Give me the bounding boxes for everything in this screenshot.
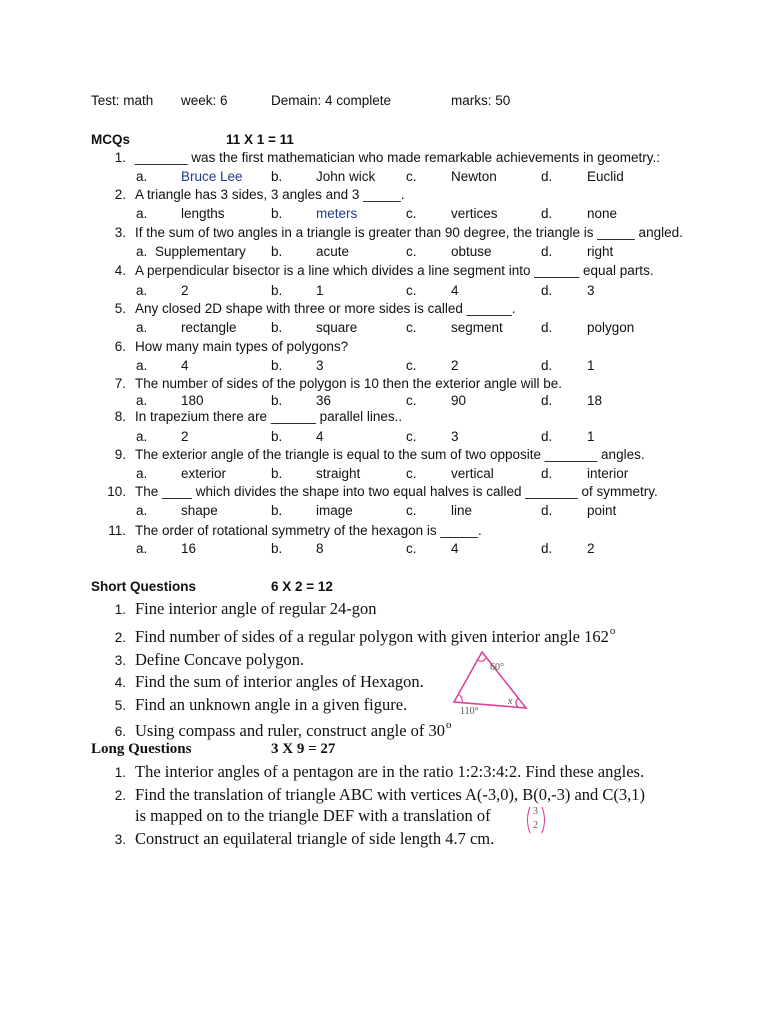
header-week: week: 6: [181, 93, 228, 108]
option-letter-d: d.: [541, 320, 553, 335]
option-letter-b: b.: [271, 244, 283, 259]
degree-superscript: o: [609, 625, 616, 637]
option-letter-c: c.: [406, 466, 417, 481]
option-letter-b: b.: [271, 206, 283, 221]
bottom-angle-label: 110°: [460, 706, 479, 716]
option-b: 3: [316, 358, 324, 373]
option-letter-b: b.: [271, 541, 283, 556]
short-question: [135, 599, 376, 619]
option-b: 8: [316, 541, 324, 556]
mcq-number: 3.: [114, 225, 126, 240]
mcq-title: MCQs: [91, 132, 131, 147]
long-number: 1.: [114, 765, 126, 780]
long-score: 3 X 9 = 27: [271, 741, 336, 757]
option-letter-a: a.: [136, 503, 148, 518]
option-d: interior: [587, 466, 629, 481]
option-letter-c: c.: [406, 283, 417, 298]
vector-top: 3: [533, 806, 538, 817]
option-d: polygon: [587, 320, 635, 335]
option-c: vertices: [451, 206, 498, 221]
short-number: 6.: [114, 724, 126, 739]
triangle-shape: [454, 652, 526, 708]
short-question: [135, 650, 304, 670]
mcq-question: _______ was the first mathematician who made remarkable achievements in geometry.:: [135, 150, 661, 165]
option-c: 4: [451, 283, 459, 298]
option-letter-a: a.: [136, 244, 148, 259]
option-a: 2: [181, 429, 189, 444]
mcq-question: How many main types of polygons?: [135, 339, 349, 354]
short-question-text: Find the sum of interior angles of Hexagon.: [135, 672, 424, 691]
option-d: none: [587, 206, 618, 221]
short-number: 5.: [114, 698, 126, 713]
short-number: 2.: [114, 630, 126, 645]
option-a: 180: [181, 393, 204, 408]
option-letter-c: c.: [406, 541, 417, 556]
option-letter-c: c.: [406, 393, 417, 408]
option-a: Supplementary: [155, 244, 246, 259]
option-letter-c: c.: [406, 169, 417, 184]
option-d: Euclid: [587, 169, 624, 184]
option-letter-b: b.: [271, 429, 283, 444]
mcq-number: 9.: [114, 447, 126, 462]
long-question: The interior angles of a pentagon are in the ratio 1:2:3:4:2. Find these angles.: [135, 762, 645, 781]
triangle-figure: [448, 648, 532, 716]
option-b: square: [316, 320, 358, 335]
option-letter-b: b.: [271, 503, 283, 518]
mcq-question: The order of rotational symmetry of the hexagon is _____.: [135, 523, 482, 538]
option-letter-a: a.: [136, 320, 148, 335]
option-letter-c: c.: [406, 358, 417, 373]
option-letter-c: c.: [406, 206, 417, 221]
option-c: obtuse: [451, 244, 492, 259]
mcq-question: The ____ which divides the shape into two equal halves is called _______ of symmetry.: [135, 484, 658, 499]
option-letter-b: b.: [271, 393, 283, 408]
short-question-text: Fine interior angle of regular 24-gon: [135, 599, 377, 618]
option-letter-d: d.: [541, 429, 553, 444]
option-letter-a: a.: [136, 169, 148, 184]
option-c: Newton: [451, 169, 497, 184]
long-number: 3.: [114, 832, 126, 847]
short-question: [135, 627, 615, 647]
option-letter-a: a.: [136, 358, 148, 373]
header-marks: marks: 50: [451, 93, 511, 108]
option-a: 4: [181, 358, 189, 373]
option-letter-b: b.: [271, 358, 283, 373]
option-letter-c: c.: [406, 320, 417, 335]
option-d: right: [587, 244, 614, 259]
option-a: Bruce Lee: [181, 169, 243, 184]
option-c: segment: [451, 320, 503, 335]
option-a: lengths: [181, 206, 225, 221]
option-d: 2: [587, 541, 595, 556]
long-title: Long Questions: [91, 741, 192, 757]
option-b: straight: [316, 466, 361, 481]
mcq-number: 6.: [114, 339, 126, 354]
option-letter-c: c.: [406, 503, 417, 518]
long-question-continued: is mapped on to the triangle DEF with a translation of: [135, 806, 491, 825]
header-domain: Demain: 4 complete: [271, 93, 392, 108]
option-letter-c: c.: [406, 244, 417, 259]
short-question-text: Find number of sides of a regular polygon with given interior angle 162: [135, 627, 609, 646]
option-letter-a: a.: [136, 429, 148, 444]
short-number: 3.: [114, 653, 126, 668]
mcq-number: 11.: [108, 523, 126, 538]
option-letter-d: d.: [541, 244, 553, 259]
long-question: Construct an equilateral triangle of side length 4.7 cm.: [135, 829, 495, 848]
short-question-text: Using compass and ruler, construct angle of 30: [135, 721, 446, 740]
option-d: 18: [587, 393, 603, 408]
short-question: [135, 721, 452, 741]
option-d: 1: [587, 358, 595, 373]
option-letter-b: b.: [271, 169, 283, 184]
option-b: 1: [316, 283, 324, 298]
option-b: meters: [316, 206, 358, 221]
mcq-number: 10.: [107, 484, 126, 499]
option-a: 2: [181, 283, 189, 298]
option-letter-d: d.: [541, 466, 553, 481]
option-a: shape: [181, 503, 218, 518]
option-b: 4: [316, 429, 324, 444]
option-c: 2: [451, 358, 459, 373]
option-letter-d: d.: [541, 283, 553, 298]
top-angle-label: 60°: [490, 662, 504, 673]
short-title: Short Questions: [91, 579, 197, 594]
option-a: rectangle: [181, 320, 237, 335]
option-letter-a: a.: [136, 283, 148, 298]
short-question: [135, 672, 424, 692]
vector-bottom: 2: [533, 820, 538, 831]
option-c: 90: [451, 393, 467, 408]
option-letter-b: b.: [271, 320, 283, 335]
option-b: 36: [316, 393, 332, 408]
unknown-angle-arc: [516, 698, 518, 707]
mcq-score: 11 X 1 = 11: [226, 132, 294, 147]
long-question: Find the translation of triangle ABC with vertices A(-3,0), B(0,-3) and C(3,1): [135, 785, 646, 804]
option-a: exterior: [181, 466, 227, 481]
mcq-number: 8.: [114, 409, 126, 424]
short-question-text: Define Concave polygon.: [135, 650, 305, 669]
long-number: 2.: [114, 788, 126, 803]
short-number: 1.: [114, 602, 126, 617]
option-letter-d: d.: [541, 206, 553, 221]
mcq-question: A triangle has 3 sides, 3 angles and 3 _____.: [135, 187, 405, 202]
option-letter-d: d.: [541, 503, 553, 518]
mcq-question: A perpendicular bisector is a line which divides a line segment into ______ equal parts.: [135, 263, 654, 278]
option-letter-d: d.: [541, 393, 553, 408]
option-b: acute: [316, 244, 350, 259]
mcq-number: 7.: [114, 376, 126, 391]
option-letter-a: a.: [136, 393, 148, 408]
option-c: 3: [451, 429, 459, 444]
option-letter-b: b.: [271, 466, 283, 481]
option-letter-a: a.: [136, 466, 148, 481]
mcq-question: The number of sides of the polygon is 10 then the exterior angle will be.: [135, 376, 563, 391]
mcq-question: If the sum of two angles in a triangle is greater than 90 degree, the triangle is _____ angled.: [135, 225, 683, 240]
mcq-number: 5.: [114, 301, 126, 316]
mcq-number: 4.: [114, 263, 126, 278]
mcq-question: The exterior angle of the triangle is equal to the sum of two opposite _______ angles.: [135, 447, 645, 462]
option-d: 3: [587, 283, 595, 298]
mcq-question: In trapezium there are ______ parallel lines..: [135, 409, 403, 424]
option-b: image: [316, 503, 353, 518]
option-d: point: [587, 503, 617, 518]
short-question-text: Find an unknown angle in a given figure.: [135, 695, 408, 714]
option-c: 4: [451, 541, 459, 556]
unknown-angle-label: x: [508, 696, 513, 707]
option-a: 16: [181, 541, 197, 556]
mcq-question: Any closed 2D shape with three or more sides is called ______.: [135, 301, 516, 316]
option-letter-c: c.: [406, 429, 417, 444]
mcq-number: 2.: [114, 187, 126, 202]
mcq-number: 1.: [114, 150, 126, 165]
option-letter-a: a.: [136, 541, 148, 556]
short-question: [135, 695, 407, 715]
option-letter-b: b.: [271, 283, 283, 298]
translation-vector: [524, 805, 548, 835]
option-c: line: [451, 503, 473, 518]
option-c: vertical: [451, 466, 494, 481]
degree-superscript: o: [446, 719, 452, 731]
short-score: 6 X 2 = 12: [271, 579, 333, 594]
option-d: 1: [587, 429, 595, 444]
option-letter-d: d.: [541, 169, 553, 184]
option-letter-d: d.: [541, 541, 553, 556]
header-test: Test: math: [91, 93, 154, 108]
option-letter-a: a.: [136, 206, 148, 221]
option-letter-d: d.: [541, 358, 553, 373]
short-number: 4.: [114, 675, 126, 690]
option-b: John wick: [316, 169, 376, 184]
